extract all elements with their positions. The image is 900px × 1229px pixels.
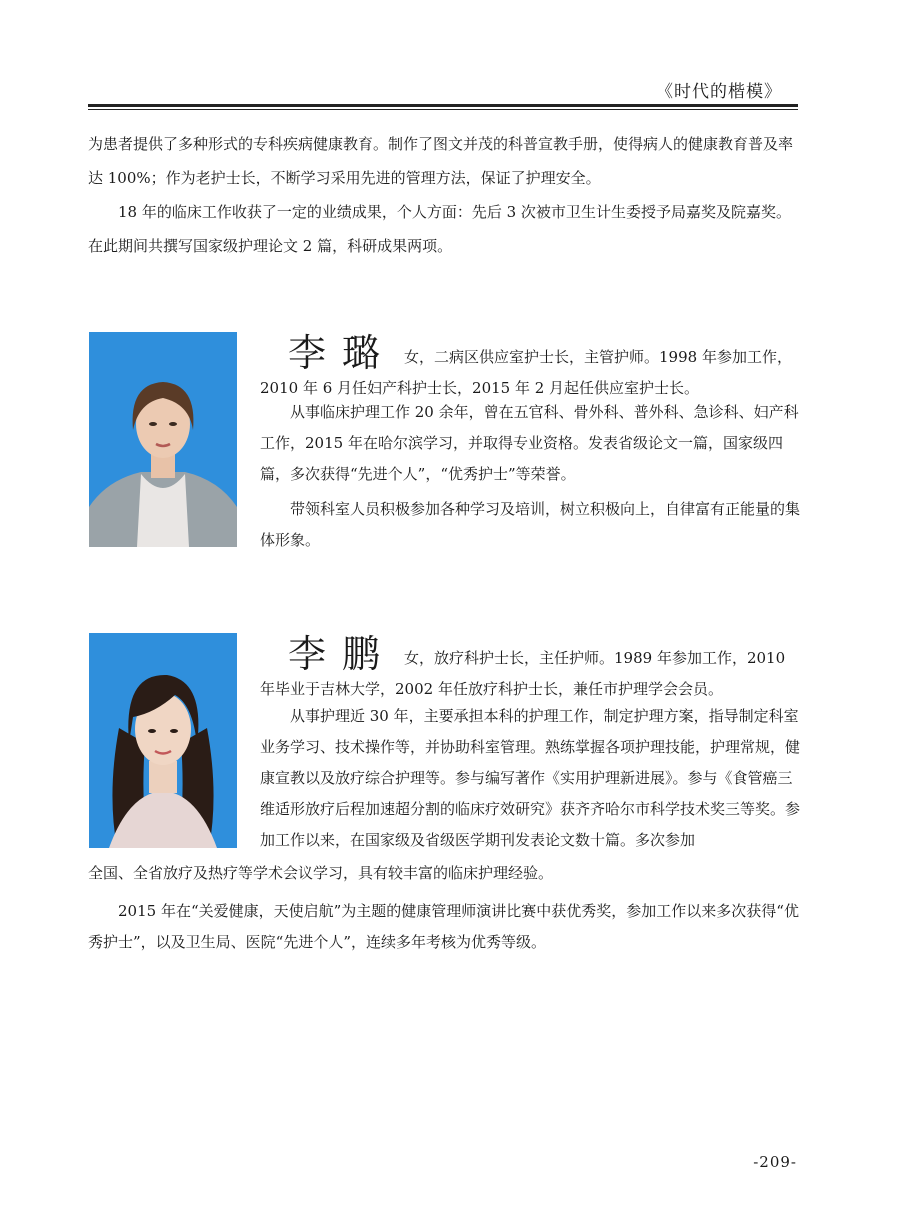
profile-li-peng-paragraph-1b: 全国、全省放疗及热疗等学术会议学习，具有较丰富的临床护理经验。 xyxy=(88,864,554,882)
page-number: -209- xyxy=(753,1153,797,1171)
profile-li-lu-intro xyxy=(260,331,800,404)
intro-paragraph-1: 为患者提供了多种形式的专科疾病健康教育。制作了图文并茂的科普宣教手册，使得病人的健康教育普及率达 100%；作为老护士长，不断学习采用先进的管理方法，保证了护理安全。 xyxy=(88,135,794,187)
profile-li-lu-summary: 女，二病区供应室护士长，主管护师。1998 年参加工作，2010 年 6 月任妇产科护士长，2015 年 2 月起任供应室护士长。 xyxy=(260,348,792,397)
profile-li-peng-intro xyxy=(260,632,800,705)
profile-li-lu-paragraph-2: 带领科室人员积极参加各种学习及培训，树立积极向上，自律富有正能量的集体形象。 xyxy=(260,500,801,549)
header-rule-thick xyxy=(88,104,798,107)
portrait-photo-li-lu xyxy=(89,332,237,547)
portrait-photo-li-peng xyxy=(89,633,237,848)
intro-paragraph-2: 18 年的临床工作收获了一定的业绩成果，个人方面：先后 3 次被市卫生计生委授予局嘉奖及院嘉奖。在此期间共撰写国家级护理论文 2 篇，科研成果两项。 xyxy=(88,203,791,255)
profile-li-lu-name: 李璐 xyxy=(288,331,397,375)
running-title: 《时代的楷模》 xyxy=(656,82,782,102)
profile-li-peng-name: 李鹏 xyxy=(288,632,397,676)
profile-li-peng-summary: 女，放疗科护士长，主任护师。1989 年参加工作，2010 年毕业于吉林大学，2002 年任放疗科护士长，兼任市护理学会会员。 xyxy=(260,649,786,698)
header-rule-thin xyxy=(88,109,798,110)
portrait-li-peng-illustration xyxy=(89,633,237,848)
profile-li-peng-paragraph-2: 2015 年在“关爱健康，天使启航”为主题的健康管理师演讲比赛中获优秀奖，参加工作以来多次获得“优秀护士”，以及卫生局、医院“先进个人”，连续多年考核为优秀等级。 xyxy=(88,902,799,951)
profile-li-lu-paragraph-1: 从事临床护理工作 20 余年，曾在五官科、骨外科、普外科、急诊科、妇产科工作，2015 年在哈尔滨学习，并取得专业资格。发表省级论文一篇，国家级四篇，多次获得“先进个人”，“优秀护士”等荣誉。 xyxy=(260,403,799,483)
profile-li-peng-paragraph-1a: 从事护理近 30 年，主要承担本科的护理工作，制定护理方案，指导制定科室业务学习、技术操作等，并协助科室管理。熟练掌握各项护理技能，护理常规，健康宣教以及放疗综合护理等。参与编写著作《实用护理新进展》。参与《食管癌三维适形放疗后程加速超分割的临床疗效研究》获齐齐哈尔市科学技术奖三等奖。参加工作以来，在国家级及省级医学期刊发表论文数十篇。多次参加 xyxy=(260,707,801,849)
portrait-li-lu-illustration xyxy=(89,332,237,547)
